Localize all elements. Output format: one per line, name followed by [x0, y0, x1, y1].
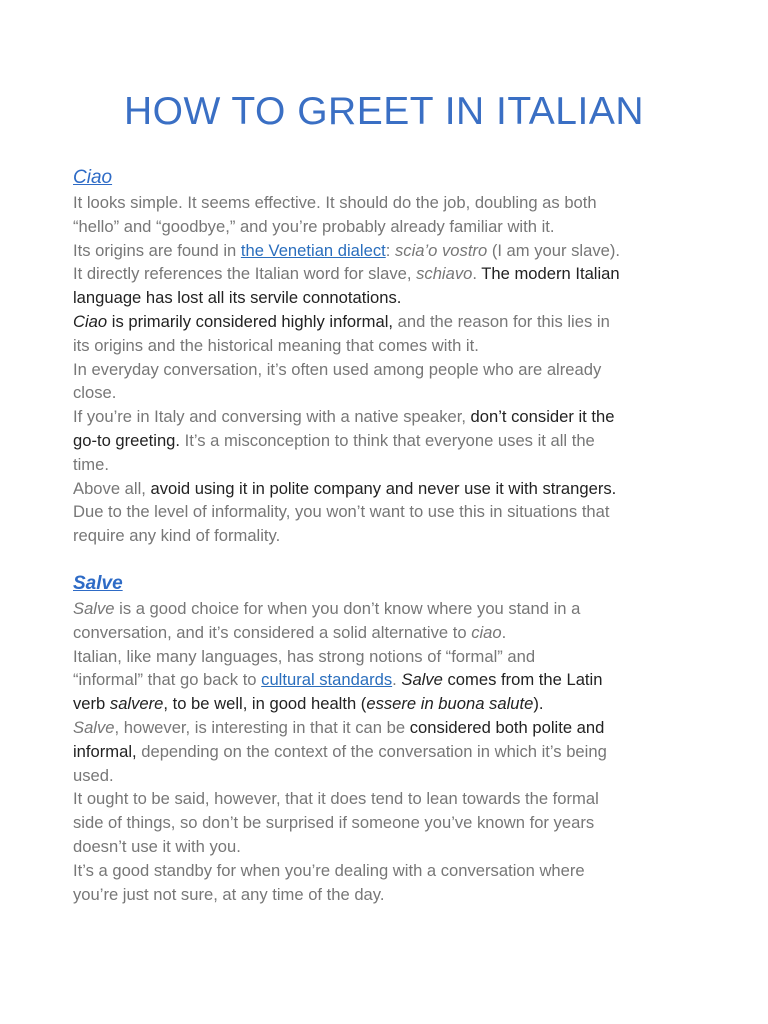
- ciao-line-10: [73, 405, 713, 429]
- venetian-dialect-link[interactable]: the Venetian dialect: [240, 240, 386, 260]
- text-span: , however, is interesting in that it can be: [114, 717, 410, 737]
- ciao-line-5: language has lost all its servile connotations.: [73, 288, 402, 308]
- italic-word: salvere: [109, 694, 164, 714]
- ciao-line-2: “hello” and “goodbye,” and you’re probably already familiar with it.: [73, 216, 555, 236]
- ciao-line-8: In everyday conversation, it’s often used among people who are already: [73, 359, 602, 379]
- ciao-line-11: [73, 429, 713, 453]
- emphasis-text: comes from the Latin: [442, 670, 603, 690]
- salve-line-12: It’s a good standby for when you’re dealing with a conversation where: [73, 860, 585, 880]
- text-span: and the reason for this lies in: [393, 311, 610, 331]
- salve-line-8: used.: [73, 765, 114, 785]
- salve-line-6: [73, 716, 713, 740]
- ciao-line-6: [73, 310, 713, 334]
- text-span: If you’re in Italy and conversing with a native speaker,: [73, 407, 471, 427]
- text-span: It directly references the Italian word for slave,: [73, 264, 417, 284]
- text-span: , to be well, in good health (: [163, 694, 367, 714]
- emphasis-text: don’t consider it the: [470, 407, 615, 427]
- salve-line-3: Italian, like many languages, has strong notions of “formal” and: [73, 646, 536, 666]
- emphasis-text: informal,: [73, 741, 137, 761]
- salve-line-1: [73, 597, 713, 621]
- ciao-line-13: [73, 477, 713, 501]
- text-span: depending on the context of the conversation in which it’s being: [136, 741, 607, 761]
- text-span: “informal” that go back to: [73, 670, 262, 690]
- ciao-line-3: [73, 239, 713, 263]
- ciao-line-7: its origins and the historical meaning that comes with it.: [73, 335, 479, 355]
- italic-word: Salve: [401, 670, 443, 690]
- page-title: HOW TO GREET IN ITALIAN: [123, 90, 645, 133]
- text-span: It’s a misconception to think that everyone uses it all the: [180, 430, 595, 450]
- text-span: :: [385, 240, 395, 260]
- salve-line-2: [73, 621, 713, 645]
- ciao-line-12: time.: [73, 454, 109, 474]
- salve-line-5: [73, 692, 713, 716]
- text-span: Its origins are found in: [73, 240, 241, 260]
- salve-heading: Salve: [73, 573, 123, 594]
- emphasis-text: The modern Italian: [481, 264, 620, 284]
- text-span: verb: [73, 694, 110, 714]
- emphasis-text: is primarily considered highly informal,: [107, 311, 394, 331]
- text-span: .: [472, 264, 482, 284]
- salve-line-9: It ought to be said, however, that it does tend to lean towards the formal: [73, 789, 599, 809]
- salve-line-7: [73, 740, 713, 764]
- italic-word: schiavo: [416, 264, 473, 284]
- italic-word: Ciao: [73, 311, 108, 331]
- ciao-line-9: close.: [73, 383, 117, 403]
- text-span: Above all,: [73, 478, 151, 498]
- italic-word: Salve: [73, 717, 115, 737]
- salve-line-4: [73, 668, 713, 692]
- text-span: .: [501, 622, 507, 642]
- cultural-standards-link[interactable]: cultural standards: [261, 670, 393, 690]
- ciao-section: [73, 167, 713, 548]
- ciao-heading: Ciao: [73, 167, 113, 188]
- text-span: conversation, and it’s considered a solid alternative to: [73, 622, 472, 642]
- italic-word: Salve: [73, 599, 115, 618]
- italic-phrase: scia’o vostro: [394, 240, 488, 260]
- ciao-line-14: Due to the level of informality, you won’t want to use this in situations that: [73, 502, 610, 522]
- text-span: is a good choice for when you don’t know where you stand in a: [114, 599, 581, 618]
- emphasis-text: considered both polite and: [409, 717, 605, 737]
- emphasis-text: go-to greeting.: [73, 430, 181, 450]
- text-span: .: [392, 670, 402, 690]
- ciao-line-1: It looks simple. It seems effective. It should do the job, doubling as both: [73, 193, 597, 212]
- italic-phrase: essere in buona salute: [366, 694, 534, 714]
- salve-section: [73, 573, 713, 906]
- salve-line-10: side of things, so don’t be surprised if someone you’ve known for years: [73, 813, 595, 833]
- ciao-line-15: require any kind of formality.: [73, 526, 281, 546]
- italic-word: ciao: [471, 622, 502, 642]
- salve-line-11: doesn’t use it with you.: [73, 836, 241, 856]
- salve-line-13: you’re just not sure, at any time of the day.: [73, 884, 385, 904]
- ciao-line-4: [73, 262, 713, 286]
- text-span: ).: [533, 694, 544, 714]
- text-span: (I am your slave).: [487, 240, 620, 260]
- emphasis-text: avoid using it in polite company and never use it with strangers.: [150, 478, 617, 498]
